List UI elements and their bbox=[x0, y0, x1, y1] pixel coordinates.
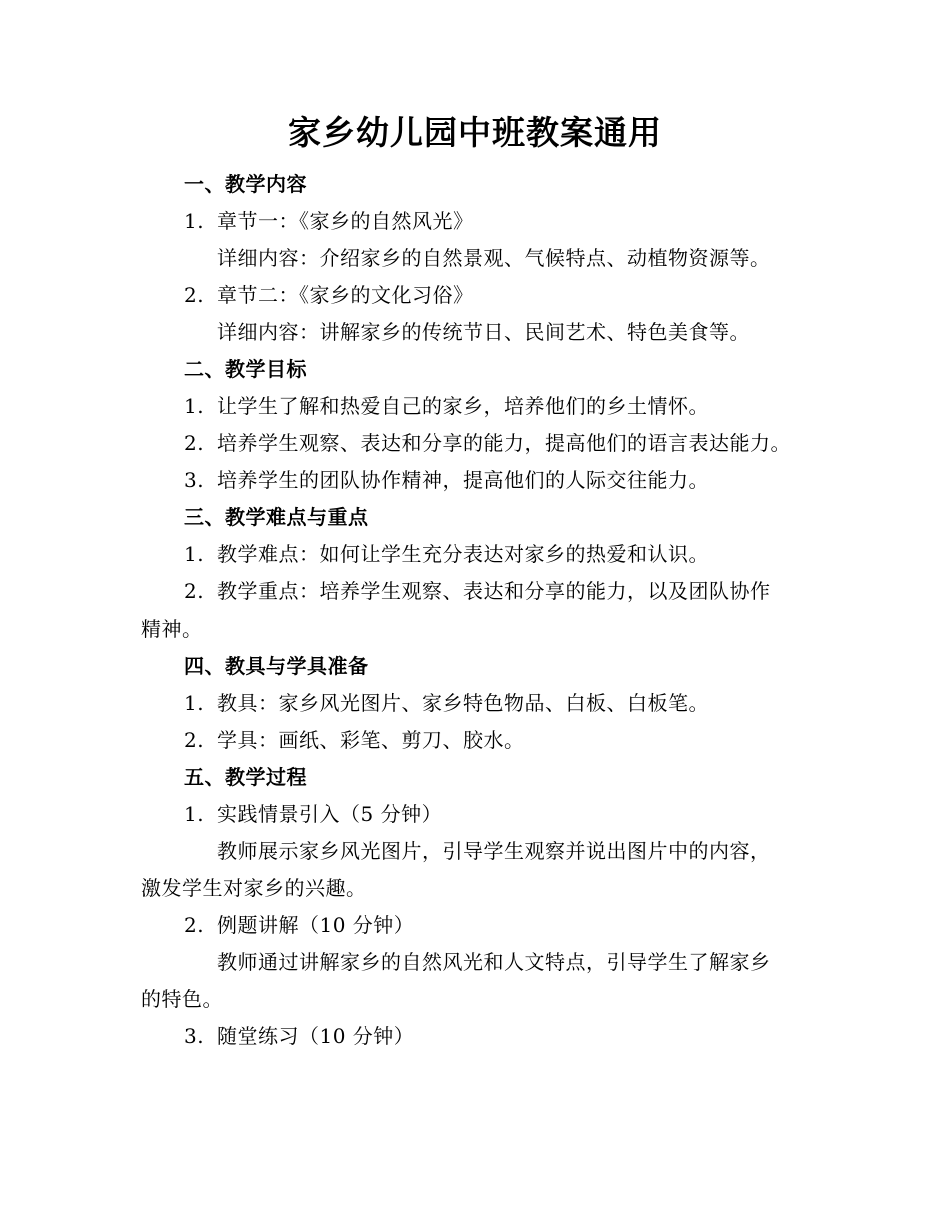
list-text: 章节二：《家乡的文化习俗》 bbox=[217, 283, 474, 307]
list-text: 教学重点：培养学生观察、表达和分享的能力，以及团队协作 bbox=[217, 579, 771, 603]
section-heading: 三、教学难点与重点 bbox=[184, 505, 369, 529]
list-text: 随堂练习（10 分钟） bbox=[217, 1024, 415, 1048]
list-text: 学具：画纸、彩笔、剪刀、胶水。 bbox=[217, 728, 525, 752]
document-title: 家乡幼儿园中班教案通用 bbox=[288, 113, 662, 152]
list-item bbox=[184, 206, 474, 236]
section-heading: 一、教学内容 bbox=[184, 172, 307, 196]
continuation-text: 的特色。 bbox=[141, 987, 223, 1011]
detail-text: 详细内容：介绍家乡的自然景观、气候特点、动植物资源等。 bbox=[217, 246, 771, 270]
list-number: 2. bbox=[184, 283, 205, 307]
list-text: 例题讲解（10 分钟） bbox=[217, 913, 415, 937]
list-number: 1. bbox=[184, 394, 205, 418]
list-number: 1. bbox=[184, 802, 205, 826]
list-number: 1. bbox=[184, 209, 205, 233]
list-text: 章节一：《家乡的自然风光》 bbox=[217, 209, 474, 233]
list-number: 2. bbox=[184, 913, 205, 937]
list-text: 让学生了解和热爱自己的家乡，培养他们的乡土情怀。 bbox=[217, 394, 709, 418]
list-number: 3. bbox=[184, 1024, 205, 1048]
list-item bbox=[184, 576, 771, 606]
list-item bbox=[184, 688, 709, 718]
continuation-text: 精神。 bbox=[141, 617, 203, 641]
list-text: 培养学生的团队协作精神，提高他们的人际交往能力。 bbox=[217, 468, 709, 492]
list-item bbox=[184, 725, 525, 755]
list-text: 教学难点：如何让学生充分表达对家乡的热爱和认识。 bbox=[217, 542, 709, 566]
list-number: 2. bbox=[184, 431, 205, 455]
section-heading: 五、教学过程 bbox=[184, 765, 307, 789]
list-item bbox=[184, 1021, 414, 1051]
list-item bbox=[184, 391, 709, 421]
list-item bbox=[184, 465, 709, 495]
continuation-text: 激发学生对家乡的兴趣。 bbox=[141, 876, 367, 900]
list-number: 2. bbox=[184, 728, 205, 752]
list-item bbox=[184, 428, 791, 458]
detail-text: 详细内容：讲解家乡的传统节日、民间艺术、特色美食等。 bbox=[217, 320, 750, 344]
list-item bbox=[184, 539, 709, 569]
paragraph-text: 教师展示家乡风光图片，引导学生观察并说出图片中的内容， bbox=[217, 839, 771, 863]
list-item bbox=[184, 799, 442, 829]
section-heading: 二、教学目标 bbox=[184, 357, 307, 381]
list-number: 3. bbox=[184, 468, 205, 492]
paragraph-text: 教师通过讲解家乡的自然风光和人文特点，引导学生了解家乡 bbox=[217, 950, 771, 974]
list-text: 实践情景引入（5 分钟） bbox=[217, 802, 443, 826]
list-number: 2. bbox=[184, 579, 205, 603]
list-text: 培养学生观察、表达和分享的能力，提高他们的语言表达能力。 bbox=[217, 431, 791, 455]
list-number: 1. bbox=[184, 691, 205, 715]
section-heading: 四、教具与学具准备 bbox=[184, 654, 369, 678]
list-item bbox=[184, 280, 474, 310]
list-item bbox=[184, 910, 414, 940]
list-text: 教具：家乡风光图片、家乡特色物品、白板、白板笔。 bbox=[217, 691, 709, 715]
list-number: 1. bbox=[184, 542, 205, 566]
